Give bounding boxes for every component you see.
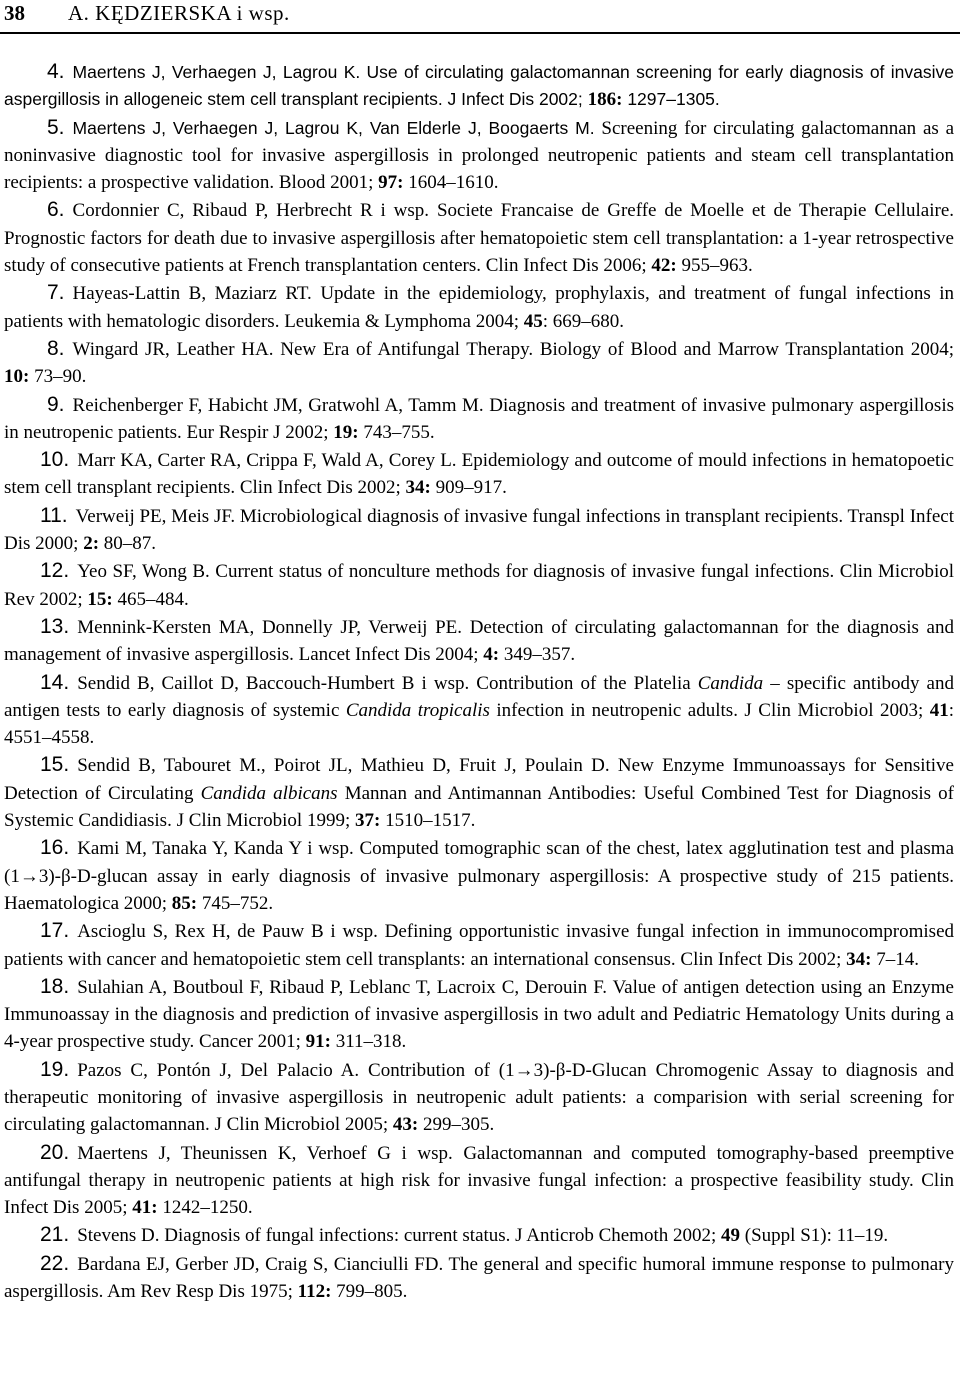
reference-volume: 91: [305, 1031, 331, 1053]
reference-number: 15. [40, 753, 70, 777]
reference-number: 20. [40, 1140, 70, 1164]
reference-volume: 37: [354, 810, 381, 832]
reference-volume: 34: [405, 477, 431, 499]
reference-authors: Stevens D. [77, 1225, 160, 1247]
reference-text: Diagnosis of fungal infections: current status. J Anticrob Chemoth 2002; [164, 1225, 722, 1247]
reference-pages: 1604–1610. [403, 172, 499, 194]
reference-italic-term: Candida albicans [200, 782, 338, 804]
reference-authors: Hayeas-Lattin B, Maziarz RT. [72, 283, 312, 305]
reference-list [4, 58, 954, 1305]
reference-text: Epidemiology and outcome of mould infections in hematopoetic stem cell transplant recipients. Clin Infect Dis 2002; [4, 450, 954, 499]
reference-item [4, 1056, 954, 1139]
reference-volume: 186: [587, 89, 623, 111]
reference-number: 9. [47, 392, 65, 416]
reference-volume: 42: [651, 255, 677, 277]
reference-text: Microbiological diagnosis of invasive fungal infections in transplant recipients. Transpl Infect Dis 2000; [4, 505, 954, 555]
reference-authors: Verweij PE, Meis JF. [75, 505, 236, 527]
reference-number: 4. [47, 60, 65, 83]
reference-volume: 34: [846, 948, 872, 970]
running-authors: A. KĘDZIERSKA i wsp. [68, 1, 290, 25]
reference-item [4, 114, 954, 197]
reference-item [4, 391, 954, 447]
reference-text: Current status of nonculture methods for diagnosis of invasive fungal infections. Clin Microbiol Rev 2002; [4, 561, 955, 610]
reference-authors: Ascioglu S, Rex H, de Pauw B i wsp. [77, 921, 378, 943]
page-number: 38 [4, 1, 25, 25]
reference-pages: 1242–1250. [157, 1197, 253, 1219]
reference-item [4, 1250, 954, 1306]
reference-authors: Bardana EJ, Gerber JD, Craig S, Cianciulli FD. [77, 1253, 444, 1275]
reference-item [4, 196, 954, 279]
reference-pages: 955–963. [676, 255, 753, 277]
reference-pages: 465–484. [112, 588, 189, 610]
reference-pages: 349–357. [499, 644, 576, 666]
reference-authors: Sendid B, Caillot D, Baccouch-Humbert B i wsp. [77, 672, 470, 694]
reference-item [4, 58, 954, 114]
reference-text: Galactomannan and computed tomography-based preemptive antifungal therapy in neutropenic patients at high risk for invasive fungal infection: a prospective feasibility study. Clin Infect Dis 2005; [4, 1142, 955, 1219]
reference-number: 5. [47, 115, 65, 139]
reference-item [4, 502, 954, 558]
reference-number: 19. [40, 1057, 70, 1081]
reference-volume: 49 [721, 1225, 741, 1247]
reference-text: Use of circulating galactomannan screening for early diagnosis of invasive aspergillosis in allogeneic stem cell transplant recipients. J Infect Dis 2002; [4, 62, 955, 110]
reference-number: 12. [40, 559, 70, 583]
reference-italic-term: Candida [697, 672, 764, 694]
reference-authors: Yeo SF, Wong B. [77, 561, 210, 583]
reference-item [4, 834, 954, 917]
reference-text-part: – specific antibody and antigen tests to early diagnosis of systemic [4, 672, 954, 721]
reference-pages: 311–318. [330, 1031, 407, 1053]
reference-number: 21. [40, 1223, 70, 1247]
reference-volume: 41: [132, 1197, 158, 1219]
reference-item [4, 751, 954, 834]
reference-volume: 45 [523, 310, 543, 332]
reference-number: 14. [40, 670, 70, 694]
reference-text: Societe Francaise de Greffe de Moelle et de Therapie Cellulaire. Prognostic factors for death due to invasive aspergillosis after hematopoietic stem cell transplantation: a 1-year retrospective study of consecutive patients at French transplantation centers. Clin Infect Dis 2006; [4, 200, 955, 277]
reference-authors: Wingard JR, Leather HA. [72, 338, 274, 360]
reference-number: 6. [47, 198, 65, 222]
reference-item [4, 446, 954, 502]
reference-authors: Kami M, Tanaka Y, Kanda Y i wsp. [77, 838, 354, 860]
reference-volume: 97: [378, 172, 404, 194]
reference-authors: Mennink-Kersten MA, Donnelly JP, Verweij PE. [77, 616, 462, 638]
reference-volume: 85: [171, 892, 198, 914]
reference-pages: 80–87. [99, 533, 157, 555]
reference-authors: Maertens J, Theunissen K, Verhoef G i wsp. [77, 1142, 453, 1164]
reference-number: 8. [47, 336, 65, 360]
reference-pages: : 669–680. [542, 310, 625, 332]
reference-item [4, 1221, 954, 1249]
reference-item [4, 335, 954, 391]
reference-pages: 1510–1517. [380, 810, 476, 832]
reference-text: The general and specific humoral immune response to pulmonary aspergillosis. Am Rev Resp Dis 1975; [4, 1253, 954, 1303]
reference-volume: 41 [929, 699, 949, 721]
reference-pages: 799–805. [331, 1281, 408, 1303]
reference-text: Contribution of (1→3)-β-D-Glucan Chromogenic Assay to diagnosis and therapeutic monitoring of invasive aspergillosis in neutropenic adult patients: a comparision with serial screening for circulating galactomannan. J Clin Microbiol 2005; [4, 1059, 954, 1136]
reference-text-part: Contribution of the Platelia [476, 672, 698, 694]
reference-text: Diagnosis and treatment of invasive pulmonary aspergillosis in neutropenic patients. Eur Respir J 2002; [4, 394, 954, 443]
reference-item [4, 557, 954, 613]
reference-authors: Maertens J, Verhaegen J, Lagrou K. [72, 62, 361, 82]
reference-pages: 1297–1305. [622, 89, 720, 110]
reference-pages: 73–90. [29, 366, 87, 388]
reference-text: Screening for circulating galactomannan as a noninvasive diagnostic tool for invasive aspergillosis in prolonged neutropenic patients and steam cell transplantation recipients: a prospective validation. Blood 2001; [4, 117, 954, 194]
reference-authors: Cordonnier C, Ribaud P, Herbrecht R i wsp. [72, 200, 430, 222]
reference-text: Defining opportunistic invasive fungal infection in immunocompromised patients with cancer and hematopoietic stem cell transplants: an international consensus. Clin Infect Dis 2002; [4, 921, 955, 970]
reference-authors: Sulahian A, Boutboul F, Ribaud P, Leblanc T, Lacroix C, Derouin F. [77, 976, 607, 998]
reference-text: Detection of circulating galactomannan for the diagnosis and management of invasive aspergillosis. Lancet Infect Dis 2004; [4, 616, 954, 666]
reference-number: 10. [40, 448, 70, 472]
reference-number: 22. [40, 1251, 70, 1275]
reference-item [4, 917, 954, 973]
reference-item [4, 1139, 954, 1222]
reference-volume: 43: [392, 1114, 419, 1136]
reference-pages: 299–305. [418, 1114, 495, 1136]
reference-pages: 7–14. [871, 948, 919, 970]
reference-volume: 2: [83, 533, 100, 555]
reference-text: Mannan and Antimannan Antibodies: Useful Combined Test for Diagnosis of Systemic Candidiasis. J Clin Microbiol 1999; [4, 782, 954, 832]
reference-volume: 15: [87, 588, 113, 610]
reference-number: 11. [40, 503, 68, 527]
reference-volume: 10: [4, 366, 30, 388]
reference-authors: Pazos C, Pontón J, Del Palacio A. [77, 1059, 360, 1081]
reference-pages: 745–752. [197, 892, 274, 914]
reference-number: 18. [40, 974, 70, 998]
reference-volume: 4: [483, 644, 500, 666]
reference-authors: Sendid B, Tabouret M., Poirot JL, Mathieu D, Fruit J, Poulain D. [77, 755, 610, 777]
reference-text: Computed tomographic scan of the chest, latex agglutination test and plasma (1→3)-β-D-glucan assay in early diagnosis of invasive pulmonary aspergillosis: A prospective study of 215 patients. Haematologica 2000; [4, 838, 955, 914]
reference-item [4, 973, 954, 1056]
reference-text: Update in the epidemiology, prophylaxis, and treatment of fungal infections in patients with hematologic disorders. Leukemia & Lymphoma 2004; [4, 283, 955, 332]
reference-item [4, 669, 954, 752]
running-header [0, 0, 960, 34]
reference-pages: 743–755. [358, 421, 435, 443]
reference-volume: 112: [297, 1281, 332, 1303]
reference-pages: : 4551–4558. [4, 699, 954, 749]
reference-item [4, 279, 954, 335]
reference-number: 7. [47, 281, 65, 305]
reference-text: New Era of Antifungal Therapy. Biology of Blood and Marrow Transplantation 2004; [280, 338, 955, 360]
reference-authors: Reichenberger F, Habicht JM, Gratwohl A, Tamm M. [72, 394, 484, 416]
reference-text: infection in neutropenic adults. J Clin Microbiol 2003; [489, 699, 930, 721]
reference-text: Value of antigen detection using an Enzyme Immunoassay in the diagnosis and prediction of invasive aspergillosis in two adult and Pediatric Hematology Units during a 4-year prospective study. Cancer 2001; [4, 976, 954, 1053]
reference-italic-term: Candida tropicalis [345, 699, 490, 721]
reference-number: 13. [40, 614, 70, 638]
reference-volume: 19: [333, 421, 359, 443]
reference-text-part: New Enzyme Immunoassays for Sensitive Detection of Circulating [4, 755, 954, 804]
reference-authors: Maertens J, Verhaegen J, Lagrou K, Van Elderle J, Boogaerts M. [72, 117, 595, 138]
reference-pages: (Suppl S1): 11–19. [740, 1225, 889, 1247]
reference-authors: Marr KA, Carter RA, Crippa F, Wald A, Corey L. [77, 450, 457, 472]
reference-number: 17. [40, 919, 70, 943]
reference-number: 16. [40, 836, 70, 860]
reference-item [4, 613, 954, 669]
reference-pages: 909–917. [430, 477, 507, 499]
